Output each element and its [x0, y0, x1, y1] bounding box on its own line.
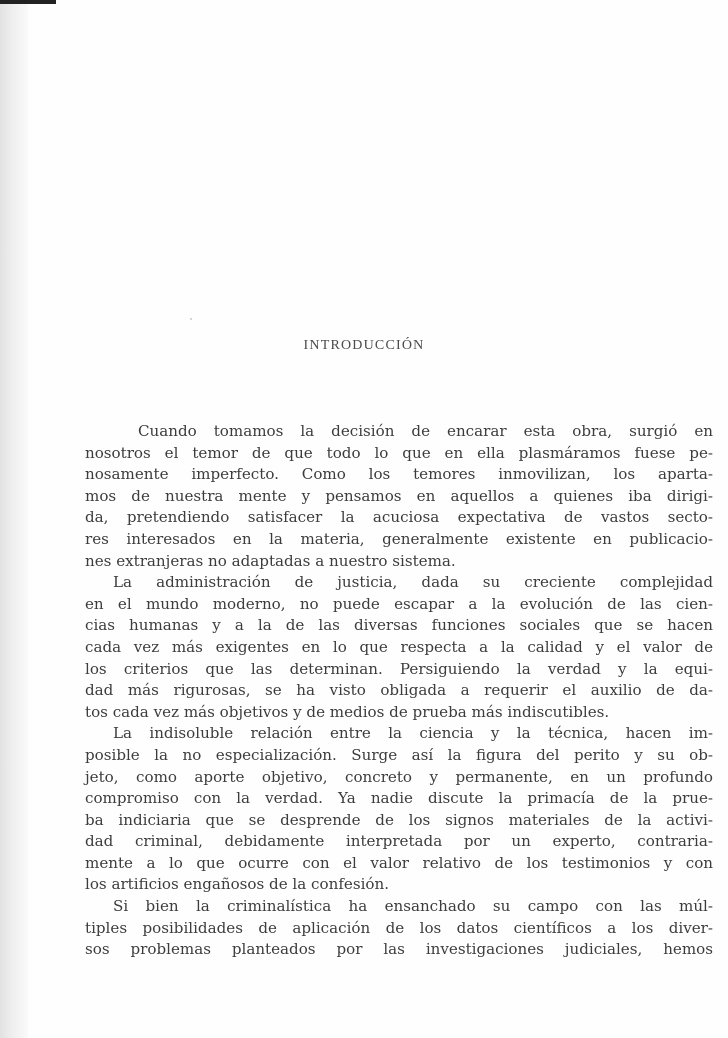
text-line: mos de nuestra mente y pensamos en aquellos a quienes iba dirigi-: [85, 486, 713, 505]
text-line: dad criminal, debidamente interpretada por un experto, contraria-: [85, 832, 713, 851]
text-line: los criterios que las determinan. Persiguiendo la verdad y la equi-: [85, 659, 713, 678]
scan-corner-mark: [0, 0, 56, 4]
paragraph: [85, 896, 713, 961]
scan-speck: [190, 318, 192, 320]
text-line: da, pretendiendo satisfacer la acuciosa expectativa de vastos secto-: [85, 508, 713, 527]
body-text: [85, 421, 713, 961]
text-line: cada vez más exigentes en lo que respecta a la calidad y el valor de: [85, 637, 713, 656]
text-line: Si bien la criminalística ha ensanchado su campo con las múl-: [113, 897, 713, 916]
text-line: jeto, como aporte objetivo, concreto y permanente, en un profundo: [85, 767, 713, 786]
paragraph: [85, 572, 713, 723]
text-line: nosamente imperfecto. Como los temores inmovilizan, los aparta-: [85, 465, 713, 484]
text-line: sos problemas planteados por las investigaciones judiciales, hemos: [85, 940, 713, 959]
text-line: mente a lo que ocurre con el valor relativo de los testimonios y con: [85, 853, 713, 872]
text-line: Cuando tomamos la decisión de encarar esta obra, surgió en: [138, 422, 713, 440]
page-title: INTRODUCCIÓN: [303, 338, 425, 353]
text-line: La indisoluble relación entre la ciencia y la técnica, hacen im-: [113, 724, 713, 743]
paragraph: [85, 723, 713, 896]
page-gutter-shadow: [0, 0, 28, 1038]
text-line: tiples posibilidades de aplicación de los datos científicos a los diver-: [85, 918, 713, 937]
text-line: nes extranjeras no adaptadas a nuestro sistema.: [85, 551, 456, 570]
text-line: cias humanas y a la de las diversas funciones sociales que se hacen: [85, 616, 713, 635]
text-line: dad más rigurosas, se ha visto obligada a requerir el auxilio de da-: [85, 681, 713, 700]
text-line: posible la no especialización. Surge así la figura del perito y su ob-: [85, 745, 713, 764]
text-line: res interesados en la materia, generalmente existente en publicacio-: [85, 529, 713, 548]
text-line: en el mundo moderno, no puede escapar a la evolución de las cien-: [85, 594, 713, 613]
paragraph: [85, 421, 713, 572]
text-line: ba indiciaria que se desprende de los signos materiales de la activi-: [85, 810, 713, 829]
text-line: nosotros el temor de que todo lo que en ella plasmáramos fuese pe-: [85, 443, 713, 462]
text-line: los artificios engañosos de la confesión.: [85, 875, 390, 894]
text-line: compromiso con la verdad. Ya nadie discute la primacía de la prue-: [85, 789, 713, 808]
text-line: La administración de justicia, dada su creciente complejidad: [113, 573, 713, 592]
text-line: tos cada vez más objetivos y de medios de prueba más indiscutibles.: [85, 702, 610, 721]
